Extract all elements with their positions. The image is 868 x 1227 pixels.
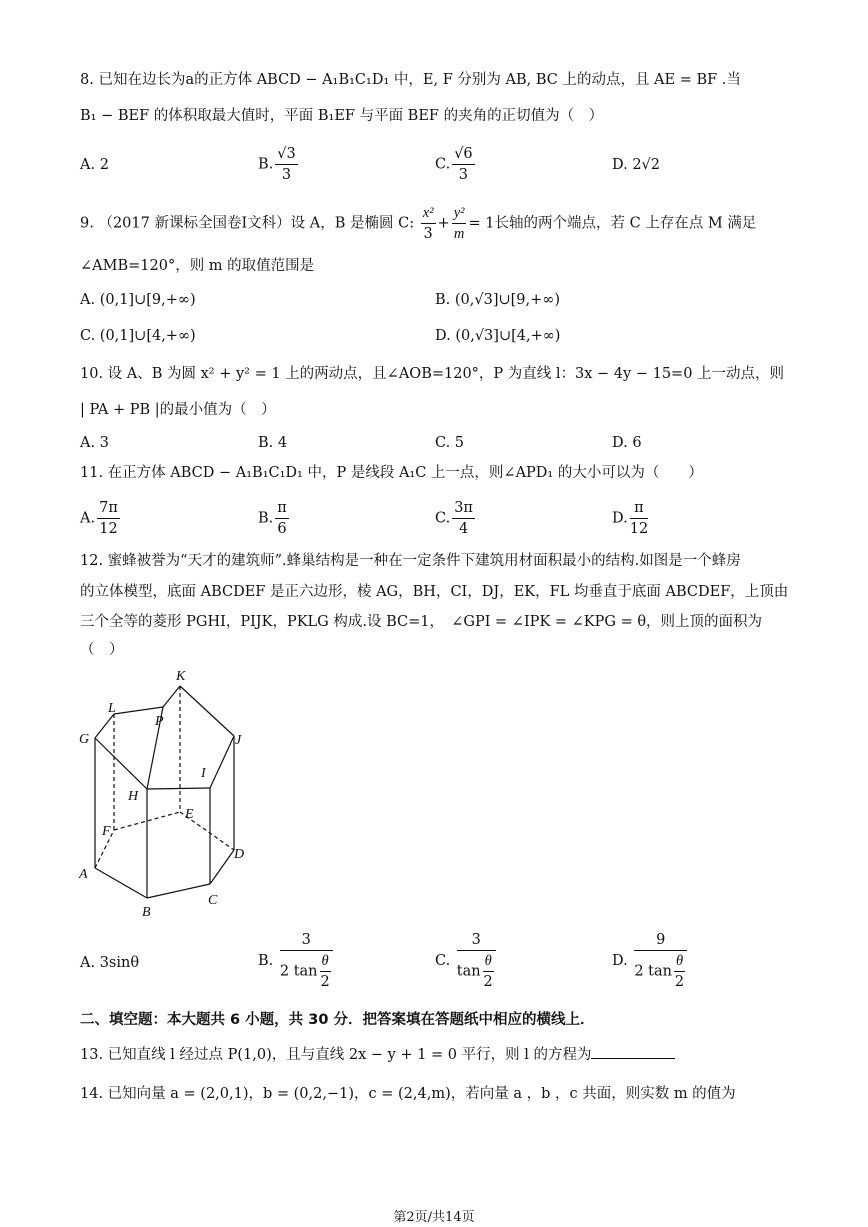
section-heading-fill-in: 二、填空题：本大题共 6 小题，共 30 分．把答案填在答题纸中相应的横线上． [80,1012,595,1028]
q8-option-d: D. 2√2 [612,157,661,173]
q9-line1: 9. （2017 新课标全国卷Ⅰ文科）设 A，B 是椭圆 C: $\frac{\text{x²}}{3}$ + $\frac{\text{y²}}{m}$ = 1长轴的两个端点，若 C 上存在点 M 满足 [80,205,757,242]
label-i: I [201,766,206,781]
q12-option-a: A. 3sinθ [80,955,140,971]
q12-option-c: C. 3 tan $\frac{\theta}{2}$ [435,930,498,992]
label-b: B [142,905,151,920]
q11-option-d: D. $\frac{\pi}{12}$ [612,500,649,537]
q11-option-a: A. $\frac{7\pi}{12}$ [80,500,118,537]
q10-option-a: A. 3 [80,435,109,451]
q8-option-c: C. $\frac{√6}{3}$ [435,146,473,183]
q8-option-a: A. 2 [80,157,109,173]
q12-line4: （ ） [80,642,124,658]
q13-answer-blank [591,1044,675,1059]
label-g: G [79,732,90,747]
q10-option-c: C. 5 [435,435,465,451]
label-l: L [108,701,116,716]
label-p: P [155,714,164,729]
label-c: C [208,893,218,908]
q10-option-b: B. 4 [258,435,288,451]
label-a: A [79,867,88,882]
q11-option-b: B. $\frac{\pi}{6}$ [258,500,287,537]
q11-option-c: C. $\frac{3\pi}{4}$ [435,500,473,537]
q9-option-d: D. (0,√3]∪[4,+∞) [435,328,561,344]
q9-option-c: C. (0,1]∪[4,+∞) [80,328,196,344]
page-number: 第2页/共14页 [393,1210,475,1225]
q12-option-d: D. 9 2 tan $\frac{\theta}{2}$ [612,930,689,992]
q9-line2: ∠AMB=120°，则 m 的取值范围是 [80,258,315,274]
label-k: K [176,669,186,684]
q12-line3: 三个全等的菱形 PGHI，PIJK，PKLG 构成.设 BC=1， ∠GPI = ∠IPK = ∠KPG = θ，则上顶的面积为 [80,614,763,630]
q10-option-d: D. 6 [612,435,642,451]
q8-line2: B₁ − BEF 的体积取最大值时，平面 B₁EF 与平面 BEF 的夹角的正切值为（ ） [80,108,604,124]
q10-line1: 10. 设 A、B 为圆 x² + y² = 1 上的两动点，且∠AOB=120°，P 为直线 l：3x − 4y − 15=0 上一动点，则 [80,366,785,382]
label-h: H [128,789,139,804]
q8-line1: 8. 已知在边长为a的正方体 ABCD − A₁B₁C₁D₁ 中，E, F 分别为 AB, BC 上的动点，且 AE = BF .当 [80,72,741,88]
q12-option-b: B. 3 2 tan $\frac{\theta}{2}$ [258,930,335,992]
q9-option-a: A. (0,1]∪[9,+∞) [80,292,196,308]
q9-option-b: B. (0,√3]∪[9,+∞) [435,292,561,308]
q10-line2: | PA + PB |的最小值为（ ） [80,402,276,418]
q13-line: 13. 已知直线 l 经过点 P(1,0)，且与直线 2x − y + 1 = 0 平行，则 l 的方程为 [80,1044,675,1065]
q12-line1: 12. 蜜蜂被誉为“天才的建筑师”.蜂巢结构是一种在一定条件下建筑用材面积最小的结构.如图是一个蜂房 [80,553,741,569]
q8-option-b: B. $\frac{√3}{3}$ [258,146,296,183]
label-d: D [234,847,245,862]
q11-line1: 11. 在正方体 ABCD − A₁B₁C₁D₁ 中，P 是线段 A₁C 上一点，则∠APD₁ 的大小可以为（ ） [80,465,703,481]
label-e: E [185,807,194,822]
honeycomb-figure [70,662,270,922]
q12-line2: 的立体模型，底面 ABCDEF 是正六边形，棱 AG，BH，CI，DJ，EK，FL 均垂直于底面 ABCDEF，上顶由 [80,584,789,600]
label-f: F [102,824,111,839]
label-j: J [235,733,242,748]
q14-line: 14. 已知向量 a = (2,0,1)，b = (0,2,−1)，c = (2,4,m)，若向量 a ，b ，c 共面，则实数 m 的值为 [80,1086,736,1102]
